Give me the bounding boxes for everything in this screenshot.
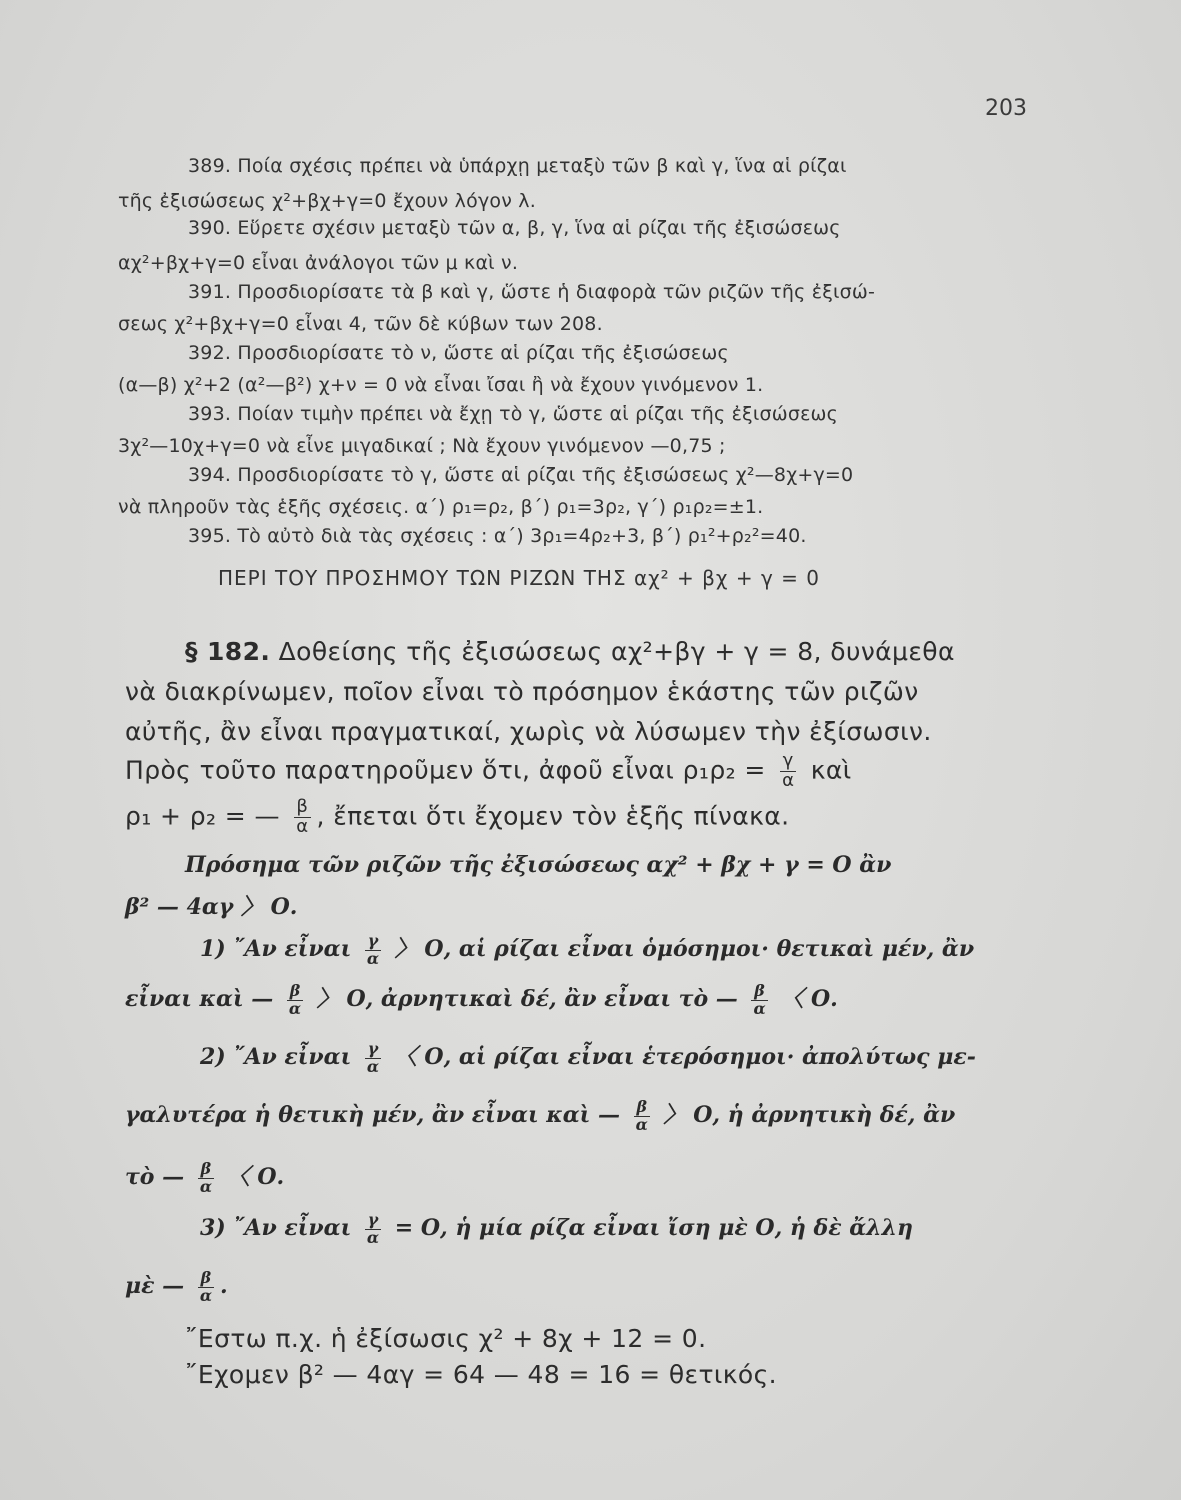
fraction-numerator: β xyxy=(198,1270,214,1288)
section-182-line4 xyxy=(125,752,852,791)
section-182-line3: αὐτῆς, ἂν εἶναι πραγματικαί, χωρὶς νὰ λύσωμεν τὴν ἐξίσωσιν. xyxy=(125,717,932,746)
fraction-denominator: α xyxy=(296,815,309,837)
fraction-beta-over-alpha xyxy=(198,1270,214,1304)
exercise-389-line1: 389. Ποία σχέσις πρέπει νὰ ὑπάρχῃ μεταξὺ τῶν β καὶ γ, ἵνα αἱ ρίζαι xyxy=(188,155,847,177)
example-line2: ῎Εχομεν β² — 4αγ = 64 — 48 = 16 = θετικός. xyxy=(185,1360,778,1389)
fraction-numerator: β xyxy=(287,983,303,1001)
fraction-denominator: α xyxy=(199,1176,212,1196)
case-2-text: 〈 Ο, αἱ ρίζαι εἶναι ἑτερόσημοι· ἀπολύτως με- xyxy=(394,1044,976,1070)
example-line1: ῎Εστω π.χ. ἡ ἐξίσωσις χ² + 8χ + 12 = 0. xyxy=(185,1324,707,1353)
case-3-label: 3) ῎Αν εἶναι xyxy=(200,1215,352,1242)
exercise-391-line1: 391. Προσδιορίσατε τὰ β καὶ γ, ὥστε ἡ διαφορὰ τῶν ριζῶν τῆς ἐξισώ- xyxy=(188,281,876,303)
case-2-line2 xyxy=(125,1098,955,1133)
case-3-line1 xyxy=(200,1212,913,1246)
case-1-label: 1) ῎Αν εἶναι xyxy=(200,936,352,962)
exercise-392-line1: 392. Προσδιορίσατε τὸ ν, ὥστε αἱ ρίζαι τῆς ἐξισώσεως xyxy=(188,342,729,364)
fraction-beta-over-alpha xyxy=(287,980,303,1018)
case-1-text2: εἶναι καὶ — xyxy=(125,986,274,1012)
fraction-denominator: α xyxy=(753,998,766,1018)
fraction-numerator: β xyxy=(634,1099,650,1117)
fraction-beta-over-alpha xyxy=(294,798,310,837)
fraction-beta-over-alpha xyxy=(634,1096,650,1134)
fraction-denominator: α xyxy=(366,1227,380,1247)
fraction-numerator: γ xyxy=(365,933,381,951)
case-2-line1 xyxy=(200,1040,976,1075)
case-1-text: 〉 Ο, αἱ ρίζαι εἶναι ὁμόσημοι· θετικαὶ μέν, ἂν xyxy=(394,936,975,962)
fraction-denominator: α xyxy=(199,1285,212,1305)
fraction-denominator: α xyxy=(288,998,302,1018)
case-3-text2: μὲ — xyxy=(125,1273,185,1300)
section-heading: ΠΕΡΙ ΤΟΥ ΠΡΟΣΗΜΟΥ ΤΩΝ ΡΙΖΩΝ ΤΗΣ αχ² + βχ + γ = 0 xyxy=(218,566,820,590)
fraction-numerator: γ xyxy=(780,752,796,772)
section-182-text5b: , ἔπεται ὅτι ἔχομεν τὸν ἑξῆς πίνακα. xyxy=(316,801,790,831)
case-2-label: 2) ῎Αν εἶναι xyxy=(200,1044,352,1070)
fraction-denominator: α xyxy=(366,1056,380,1076)
fraction-denominator: α xyxy=(782,769,795,791)
case-2-text5: 〈 Ο. xyxy=(227,1164,285,1190)
exercise-394-line1: 394. Προσδιορίσατε τὸ γ, ὥστε αἱ ρίζαι τῆς ἐξισώσεως χ²—8χ+γ=0 xyxy=(188,464,854,486)
case-2-text2: γαλυτέρα ἡ θετικὴ μέν, ἂν εἶναι καὶ — xyxy=(125,1102,620,1128)
table-title-line2: β² — 4αγ 〉 Ο. xyxy=(125,894,298,920)
case-2-line3 xyxy=(125,1160,284,1195)
exercise-390-line1: 390. Εὕρετε σχέσιν μεταξὺ τῶν α, β, γ, ἵνα αἱ ρίζαι τῆς ἐξισώσεως xyxy=(188,217,841,239)
case-3-line2 xyxy=(125,1270,228,1304)
fraction-gamma-over-alpha xyxy=(780,752,796,791)
section-182-line2: νὰ διακρίνωμεν, ποῖον εἶναι τὸ πρόσημον ἑκάστης τῶν ριζῶν xyxy=(125,677,919,706)
case-1-line1 xyxy=(200,932,974,967)
section-182-text4a: Πρὸς τοῦτο παρατηροῦμεν ὅτι, ἀφοῦ εἶναι ρ₁ρ₂ = xyxy=(125,755,766,785)
case-1-text4: 〈 Ο. xyxy=(781,986,838,1012)
table-title-line1: Πρόσημα τῶν ριζῶν τῆς ἐξισώσεως αχ² + βχ + γ = Ο ἂν xyxy=(185,852,892,878)
fraction-gamma-over-alpha xyxy=(365,930,381,968)
exercise-389-line2: τῆς ἐξισώσεως χ²+βχ+γ=0 ἔχουν λόγον λ. xyxy=(118,190,536,212)
section-182-line1 xyxy=(185,637,955,666)
fraction-denominator: α xyxy=(366,948,380,968)
exercise-390-line2: αχ²+βχ+γ=0 εἶναι ἀνάλογοι τῶν μ καὶ ν. xyxy=(118,252,519,274)
exercise-395-line1: 395. Τὸ αὐτὸ διὰ τὰς σχέσεις : α΄) 3ρ₁=4ρ₂+3, β΄) ρ₁²+ρ₂²=40. xyxy=(188,525,807,547)
page-number: 203 xyxy=(985,96,1027,121)
fraction-gamma-over-alpha xyxy=(365,1038,381,1076)
section-182-text5a: ρ₁ + ρ₂ = — xyxy=(125,801,280,831)
fraction-gamma-over-alpha xyxy=(365,1212,381,1246)
case-1-line2 xyxy=(125,982,838,1017)
fraction-numerator: β xyxy=(751,983,767,1001)
section-182-line5 xyxy=(125,798,789,837)
exercise-393-line1: 393. Ποίαν τιμὴν πρέπει νὰ ἔχῃ τὸ γ, ὥστε αἱ ρίζαι τῆς ἐξισώσεως xyxy=(188,403,838,425)
case-2-text4: τὸ — xyxy=(125,1164,185,1190)
exercise-392-line2: (α—β) χ²+2 (α²—β²) χ+ν = 0 νὰ εἶναι ἴσαι ἢ νὰ ἔχουν γινόμενον 1. xyxy=(118,374,764,396)
exercise-394-line2: νὰ πληροῦν τὰς ἑξῆς σχέσεις. α΄) ρ₁=ρ₂, β΄) ρ₁=3ρ₂, γ΄) ρ₁ρ₂=±1. xyxy=(118,496,764,518)
fraction-numerator: γ xyxy=(365,1041,381,1059)
fraction-beta-over-alpha xyxy=(751,980,767,1018)
section-number: § 182. xyxy=(185,637,271,666)
section-182-text1: Δοθείσης τῆς ἐξισώσεως αχ²+βγ + γ = 8, δυνάμεθα xyxy=(270,637,955,666)
fraction-numerator: β xyxy=(198,1161,214,1179)
exercise-391-line2: σεως χ²+βχ+γ=0 εἶναι 4, τῶν δὲ κύβων των 208. xyxy=(118,313,603,335)
case-3-text: = Ο, ἡ μία ρίζα εἶναι ἴση μὲ Ο, ἡ δὲ ἄλλη xyxy=(394,1215,914,1242)
case-3-text3: . xyxy=(220,1273,228,1300)
fraction-numerator: β xyxy=(294,798,310,818)
section-182-text4b: καὶ xyxy=(810,755,852,785)
fraction-denominator: α xyxy=(635,1114,648,1134)
fraction-numerator: γ xyxy=(365,1212,381,1230)
exercise-393-line2: 3χ²—10χ+γ=0 νὰ εἶνε μιγαδικαί ; Νὰ ἔχουν γινόμενον —0,75 ; xyxy=(118,435,726,457)
case-1-text3: 〉 Ο, ἀρνητικαὶ δέ, ἂν εἶναι τὸ — xyxy=(316,986,738,1012)
case-2-text3: 〉 Ο, ἡ ἀρνητικὴ δέ, ἂν xyxy=(663,1102,956,1128)
fraction-beta-over-alpha xyxy=(198,1158,214,1196)
